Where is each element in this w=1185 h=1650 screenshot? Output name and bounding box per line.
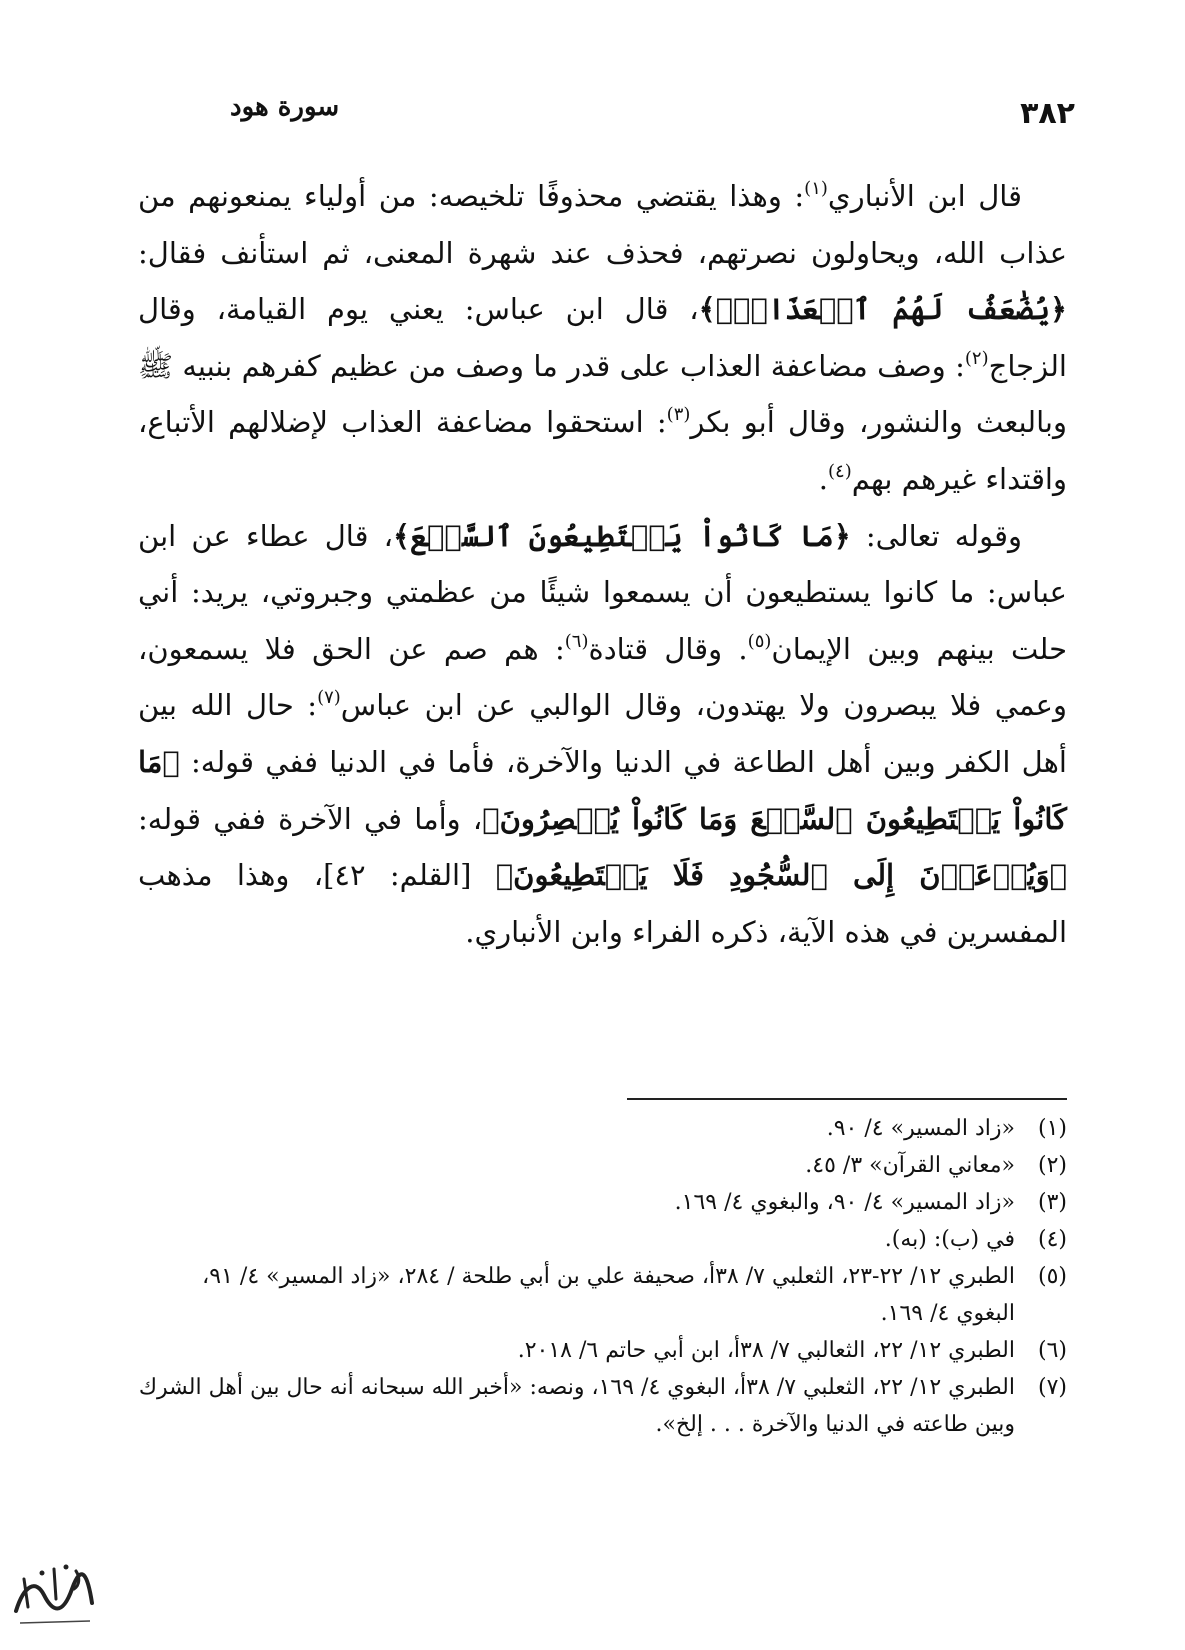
text-run: . وقال قتادة xyxy=(588,631,748,666)
text-run: : وهذا يقتضي محذوفًا تلخيصه: من أولياء يمنعونهم من عذاب الله، ويحاولون نصرتهم، فحذف عند شهرة المعنى، ثم استأنف فقال: xyxy=(138,179,1067,270)
text-run: ، قال عطاء عن ابن عباس: ما كانوا يستطيعون أن يسمعوا شيئًا من عظمتي وجبروتي، يريد: أني حلت بينهم وبين الإيمان xyxy=(138,518,1067,666)
footnote-ref-5[interactable]: (٥) xyxy=(747,630,772,652)
footnote-ref-6[interactable]: (٦) xyxy=(564,630,589,652)
text-run: . xyxy=(818,461,828,496)
text-run: وقوله تعالى: xyxy=(850,518,1022,553)
footnote-number: (٦) xyxy=(1037,1338,1067,1363)
text-run: : وصف مضاعفة العذاب على قدر ما وصف من عظيم كفرهم بنبيه ﷺ وبالبعث والنشور، وقال أبو بكر xyxy=(138,348,1067,440)
footnote-ref-2[interactable]: (٢) xyxy=(964,347,989,369)
main-text xyxy=(138,168,1067,960)
footnote-item xyxy=(138,1332,1067,1369)
footnote-text: الطبري ١٢/ ٢٢-٢٣، الثعلبي ٧/ ٣٨أ، صحيفة علي بن أبي طلحة / ٢٨٤، «زاد المسير» ٤/ ٩١، البغوي ٤/ ١٦٩. xyxy=(202,1264,1015,1326)
footnote-number: (٣) xyxy=(1037,1190,1067,1215)
paragraph-1 xyxy=(138,168,1067,508)
footnotes xyxy=(138,1110,1067,1443)
paragraph-2 xyxy=(138,508,1067,961)
footnote-number: (٤) xyxy=(1037,1227,1067,1252)
footnote-number: (٢) xyxy=(1037,1153,1067,1178)
footnote-number: (٧) xyxy=(1037,1375,1067,1400)
footnote-item xyxy=(138,1184,1067,1221)
page-header xyxy=(190,88,1075,138)
page-number: ٣٨٢ xyxy=(1020,96,1075,131)
footnote-text: «زاد المسير» ٤/ ٩٠. xyxy=(826,1116,1015,1141)
footnote-ref-4[interactable]: (٤) xyxy=(827,460,852,482)
footnote-number: (١) xyxy=(1037,1116,1067,1141)
footnote-divider xyxy=(627,1098,1067,1100)
footnote-item xyxy=(138,1369,1067,1443)
footnote-text: «معاني القرآن» ٣/ ٤٥. xyxy=(805,1153,1015,1178)
footnote-number: (٥) xyxy=(1037,1264,1067,1289)
quran-quote: ﴿وَيُدۡعَوۡنَ إِلَى ٱلسُّجُودِ فَلَا يَسۡتَطِيعُونَ﴾ xyxy=(495,858,1067,893)
footnote-ref-1[interactable]: (١) xyxy=(804,178,828,199)
text-run: : استحقوا مضاعفة العذاب لإضلالهم الأتباع، واقتداء غيرهم بهم xyxy=(138,405,1067,496)
quran-quote: ﴿مَا كَانُواْ يَسۡتَطِيعُونَ ٱلسَّمۡعَ وَمَا كَانُواْ يُبۡصِرُونَ﴾ xyxy=(138,744,1067,836)
text-run: ، قال ابن عباس: يعني يوم القيامة، وقال الزجاج xyxy=(138,292,1067,383)
footnote-text: «زاد المسير» ٤/ ٩٠، والبغوي ٤/ ١٦٩. xyxy=(674,1190,1015,1215)
quran-quote: ﴿يُضَٰعَفُ لَهُمُ ٱلۡعَذَابُۚ﴾ xyxy=(698,292,1067,327)
text-run: [القلم: ٤٢]، وهذا مذهب المفسرين في هذه الآية، ذكره الفراء وابن الأنباري. xyxy=(138,858,1067,949)
library-stamp-logo xyxy=(6,1555,98,1633)
text-run: قال ابن الأنباري xyxy=(827,179,1022,213)
footnote-item xyxy=(138,1221,1067,1258)
footnote-text: الطبري ١٢/ ٢٢، الثعلبي ٧/ ٣٨أ، البغوي ٤/ ١٦٩، ونصه: «أخبر الله سبحانه أنه حال بين أهل الشرك وبين طاعته في الدنيا والآخرة . . . إلخ». xyxy=(138,1375,1015,1437)
surah-title: سورة هود xyxy=(230,92,340,122)
quran-quote: ﴿مَا كَانُواْ يَسۡتَطِيعُونَ ٱلسَّمۡعَ﴾ xyxy=(393,518,851,553)
footnote-text: الطبري ١٢/ ٢٢، الثعالبي ٧/ ٣٨أ، ابن أبي حاتم ٦/ ٢٠١٨. xyxy=(517,1338,1015,1363)
footnote-ref-7[interactable]: (٧) xyxy=(317,687,341,709)
text-run: : هم صم عن الحق فلا يسمعون، وعمي فلا يبصرون ولا يهتدون، وقال الوالبي عن ابن عباس xyxy=(138,631,1067,723)
footnote-text: في (ب): (به). xyxy=(884,1227,1015,1252)
footnote-ref-3[interactable]: (٣) xyxy=(666,404,691,426)
text-run: ، وأما في الآخرة ففي قوله: xyxy=(138,801,483,836)
text-run: : حال الله بين أهل الكفر وبين أهل الطاعة في الدنيا والآخرة، فأما في الدنيا ففي قوله: xyxy=(138,688,1067,779)
footnote-item xyxy=(138,1110,1067,1147)
footnote-item xyxy=(138,1258,1067,1332)
footnote-item xyxy=(138,1147,1067,1184)
